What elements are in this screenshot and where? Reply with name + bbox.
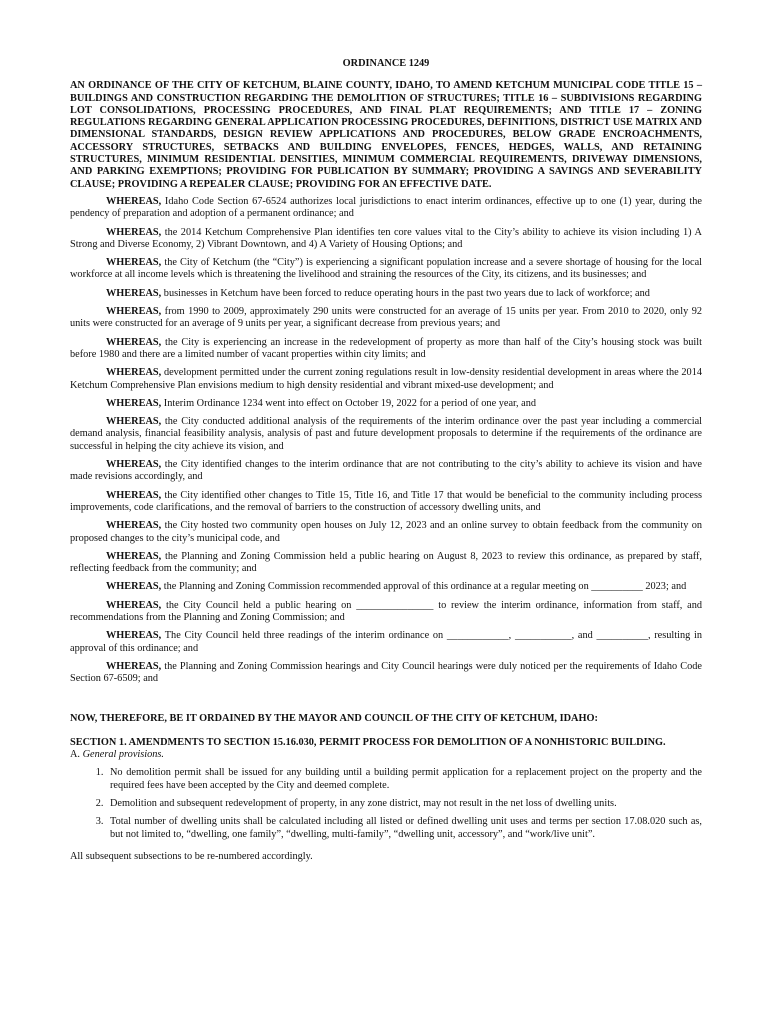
whereas-clause [70,196,702,221]
ordinance-caption: AN ORDINANCE OF THE CITY OF KETCHUM, BLAINE COUNTY, IDAHO, TO AMEND KETCHUM MUNICIPAL CODE TITLE 15 – BUILDINGS AND CONSTRUCTION REGARDING THE DEMOLITION OF STRUCTURES; TITLE 16 – SUBDIVISIONS REGARDING LOT CONSOLIDATIONS, PROCESSING PROCEDURES, AND FINAL PLAT REQUIREMENTS; AND TITLE 17 – ZONING REGULATIONS REGARDING GENERAL APPLICATION PROCESSING PROCEDURES, DEFINITIONS, DISTRICT USE MATRIX AND DIMENSIONAL STANDARDS, DESIGN REVIEW APPLICATIONS AND PROCEDURES, BELOW GRADE ENCROACHMENTS, ACCESSORY STRUCTURES, SETBACKS AND BUILDING ENVELOPES, FENCES, HEDGES, WALLS, AND RETAINING STRUCTURES, MINIMUM RESIDENTIAL DENSITIES, MINIMUM COMMERCIAL REQUIREMENTS, DRIVEWAY DIMENSIONS, AND PARKING EXEMPTIONS; PROVIDING FOR PUBLICATION BY SUMMARY; PROVIDING A SAVINGS AND SEVERABILITY CLAUSE; PROVIDING A REPEALER CLAUSE; PROVIDING FOR AN EFFECTIVE DATE. [70,80,702,190]
provision-list [70,767,702,840]
whereas-label: WHEREAS, [106,336,162,348]
whereas-clause [70,661,702,686]
whereas-clause [70,416,702,453]
whereas-label: WHEREAS, [106,489,162,501]
whereas-clause [70,367,702,392]
whereas-text: the City hosted two community open houses on July 12, 2023 and an online survey to obtain feedback from the community on proposed changes to the city’s municipal code, and [70,520,702,544]
whereas-label: WHEREAS, [106,599,162,611]
whereas-clause [70,581,702,593]
whereas-label: WHEREAS, [106,287,162,299]
ordinance-title: ORDINANCE 1249 [342,58,430,69]
whereas-text: the City conducted additional analysis of the requirements of the interim ordinance over the past year including a commercial demand analysis, financial feasibility analysis, analysis of past and future development proposals to determine if the requirements of the ordinance are successful in helping the city achieve its vision, and [70,416,702,452]
whereas-clause [70,459,702,484]
whereas-label: WHEREAS, [106,581,162,593]
whereas-clause [70,490,702,515]
whereas-text: the 2014 Ketchum Comprehensive Plan identifies ten core values vital to the City’s ability to achieve its vision including 1) A Strong and Diverse Economy, 2) Vibrant Downtown, and 4) A Variety of Housing Options; and [70,226,702,250]
whereas-clause [70,227,702,252]
whereas-clause [70,337,702,362]
whereas-label: WHEREAS, [106,550,162,562]
whereas-label: WHEREAS, [106,367,162,379]
subsection-letter: A. [70,749,81,761]
whereas-label: WHEREAS, [106,397,162,409]
section-1-heading: SECTION 1. AMENDMENTS TO SECTION 15.16.030, PERMIT PROCESS FOR DEMOLITION OF A NONHISTORIC BUILDING. [70,736,666,748]
whereas-label: WHEREAS, [106,416,162,428]
whereas-label: WHEREAS, [106,306,162,318]
whereas-label: WHEREAS, [106,520,162,532]
enacting-clause: NOW, THEREFORE, BE IT ORDAINED BY THE MAYOR AND COUNCIL OF THE CITY OF KETCHUM, IDAHO: [70,713,598,725]
whereas-text: Interim Ordinance 1234 went into effect on October 19, 2022 for a period of one year, and [163,397,537,409]
whereas-label: WHEREAS, [106,459,162,471]
whereas-clause [70,257,702,282]
whereas-text: the City is experiencing an increase in the redevelopment of property as more than half of the City’s housing stock was built before 1980 and there are a limited number of vacant properties within city limits; and [70,336,702,360]
whereas-label: WHEREAS, [106,660,162,672]
whereas-clause [70,306,702,331]
whereas-clause [70,600,702,625]
whereas-clause [70,288,702,300]
whereas-clauses [70,196,702,686]
whereas-clause [70,520,702,545]
whereas-text: The City Council held three readings of the interim ordinance on ____________, ___________, and __________, resulting in approval of this ordinance; and [70,630,702,654]
whereas-text: businesses in Ketchum have been forced to reduce operating hours in the past two years due to lack of workforce; and [163,287,650,299]
provision-item: 2. Demolition and subsequent redevelopment of property, in any zone district, may not result in the net loss of dwelling units. [106,798,702,810]
whereas-text: Idaho Code Section 67-6524 authorizes local jurisdictions to enact interim ordinances, effective up to one (1) year, during the pendency of preparation and adoption of a permanent ordinance; and [70,195,702,220]
whereas-text: the Planning and Zoning Commission held a public hearing on August 8, 2023 to review this ordinance, as prepared by staff, reflecting feedback from the community; and [70,550,703,575]
provision-item: 1. No demolition permit shall be issued for any building until a building permit application for a replacement project on the property and the required fees have been accepted by the City and deemed complete. [106,767,702,792]
whereas-label: WHEREAS, [106,257,162,269]
whereas-text: the Planning and Zoning Commission recommended approval of this ordinance at a regular meeting on __________ 2023; and [163,581,687,593]
whereas-text: the City identified other changes to Title 15, Title 16, and Title 17 that would be beneficial to the community including process improvements, code clarifications, and the removal of barriers to the construction of accessory dwelling units, and [70,489,703,513]
whereas-label: WHEREAS, [106,630,162,642]
whereas-label: WHEREAS, [106,226,162,238]
renumbering-note: All subsequent subsections to be re-numbered accordingly. [70,850,313,862]
whereas-clause [70,398,702,410]
subsection-a [70,749,702,761]
whereas-clause [70,630,702,655]
whereas-clause [70,551,702,576]
whereas-label: WHEREAS, [106,195,162,207]
subsection-title: General provisions. [82,749,165,761]
whereas-text: development permitted under the current zoning regulations result in low-density residential development in areas where the 2014 Ketchum Comprehensive Plan envisions medium to high density residential and vibrant mixed-use development; and [70,367,702,391]
whereas-text: from 1990 to 2009, approximately 290 units were constructed for an average of 15 units per year. From 2010 to 2020, only 92 units were constructed for an average of 9 units per year, a significant decrease from previous years; and [70,306,703,330]
whereas-text: the City identified changes to the interim ordinance that are not contributing to the city’s ability to achieve its vision and have made revisions accordingly, and [70,459,702,483]
provision-item: 3. Total number of dwelling units shall be calculated including all listed or defined dwelling unit uses and terms per section 17.08.020 such as, but not limited to, “dwelling, one family”, “dwelling, multi-family”, “dwelling unit, accessory”, and “work/live unit”. [106,816,702,841]
whereas-text: the City Council held a public hearing on _______________ to review the interim ordinance, information from staff, and recommendations from the Planning and Zoning Commission; and [70,599,702,623]
whereas-text: the City of Ketchum (the “City”) is experiencing a significant population increase and a severe shortage of housing for the local workforce at all income levels which is threatening the livelihood and straining the resources of the City, its citizens, and its businesses; and [70,257,702,281]
whereas-text: the Planning and Zoning Commission hearings and City Council hearings were duly noticed per the requirements of Idaho Code Section 67-6509; and [70,660,702,685]
